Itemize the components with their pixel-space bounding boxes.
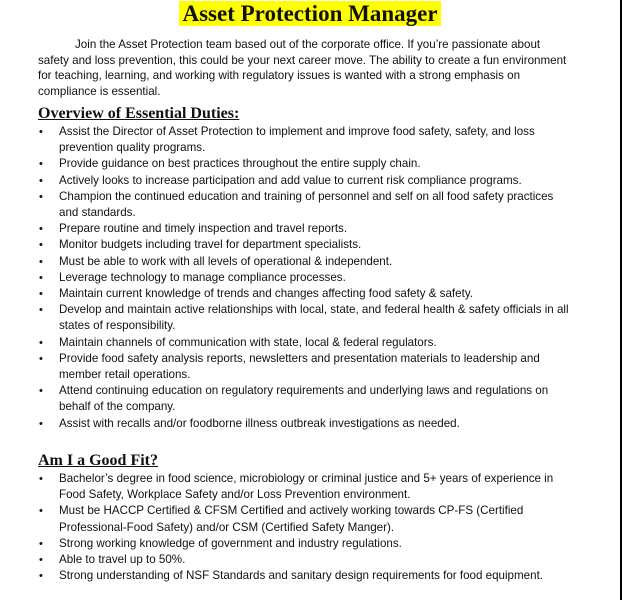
list-item-text: Assist with recalls and/or foodborne illness outbreak investigations as needed. [59, 416, 460, 430]
list-item-text: Maintain channels of communication with state, local & federal regulators. [59, 335, 437, 349]
bullet-icon: • [39, 352, 43, 365]
list-item [0, 471, 580, 503]
fit-heading: Am I a Good Fit? [38, 452, 158, 469]
bullet-icon: • [39, 223, 43, 236]
bullet-icon: • [39, 174, 43, 187]
list-item-text: Monitor budgets including travel for department specialists. [59, 238, 362, 252]
bullet-icon: • [39, 505, 43, 518]
list-item [0, 156, 580, 172]
title-wrap [0, 0, 620, 26]
list-item [0, 351, 580, 383]
list-item [0, 383, 580, 415]
list-item [0, 173, 580, 189]
list-item-text: Must be able to work with all levels of operational & independent. [59, 254, 393, 268]
bullet-icon: • [39, 570, 43, 583]
list-item [0, 536, 580, 552]
list-item [0, 552, 580, 568]
bullet-icon: • [39, 336, 43, 349]
bullet-icon: • [39, 158, 43, 171]
bullet-icon: • [39, 304, 43, 317]
bullet-icon: • [39, 288, 43, 301]
list-item [0, 286, 580, 302]
bullet-icon: • [39, 554, 43, 567]
duties-heading: Overview of Essential Duties: [38, 105, 240, 122]
list-item [0, 189, 580, 221]
list-item [0, 568, 580, 584]
list-item [0, 302, 580, 334]
list-item-text: Must be HACCP Certified & CFSM Certified and actively working towards CP-FS (Certified Professional-Food Safety) and/or CSM (Certified Safety Manger). [59, 504, 524, 534]
list-item-text: Actively looks to increase participation and add value to current risk compliance programs. [59, 173, 522, 187]
list-item-text: Bachelor’s degree in food science, microbiology or criminal justice and 5+ years of experience in Food Safety, Workplace Safety and/or Loss Prevention environment. [59, 472, 554, 502]
bullet-icon: • [39, 126, 43, 138]
bullet-icon: • [39, 417, 43, 430]
list-item-text: Attend continuing education on regulatory requirements and underlying laws and regulations on behalf of the company. [59, 384, 549, 414]
list-item-text: Strong working knowledge of government and industry regulations. [59, 536, 402, 550]
list-item [0, 254, 580, 270]
list-item-text: Assist the Director of Asset Protection to implement and improve food safety, safety, and loss prevention quality programs. [59, 125, 535, 155]
list-item [0, 237, 580, 253]
list-item [0, 124, 580, 156]
list-item-text: Provide guidance on best practices throughout the entire supply chain. [59, 157, 421, 171]
list-item-text: Provide food safety analysis reports, newsletters and presentation materials to leadership and member retail operations. [59, 351, 540, 382]
intro-paragraph: Join the Asset Protection team based out of the corporate office. If you’re passionate about safety and loss prevention, this could be your next career move. The ability to create a fun environment for teaching, learning, and working with regulatory issues is wanted with a strong emphasis on compliance is essential. [38, 38, 567, 98]
list-item [0, 335, 580, 351]
list-item [0, 221, 580, 237]
page-title: Asset Protection Manager [179, 1, 440, 26]
list-item [0, 416, 580, 432]
bullet-icon: • [39, 385, 43, 398]
fit-list [0, 471, 580, 584]
bullet-icon: • [39, 239, 43, 252]
duties-list [0, 124, 580, 432]
list-item-text: Develop and maintain active relationships with local, state, and federal health & safety officials in all states of responsibility. [59, 303, 569, 333]
bullet-icon: • [39, 271, 43, 284]
list-item [0, 503, 580, 535]
list-item-text: Prepare routine and timely inspection and travel reports. [59, 222, 348, 236]
list-item-text: Maintain current knowledge of trends and changes affecting food safety & safety. [59, 287, 473, 301]
list-item-text: Champion the continued education and training of personnel and self on all food safety practices and standards. [59, 189, 554, 220]
list-item-text: Leverage technology to manage compliance processes. [59, 270, 346, 284]
bullet-icon: • [39, 190, 43, 203]
bullet-icon: • [39, 255, 43, 268]
list-item-text: Able to travel up to 50%. [59, 553, 186, 567]
list-item-text: Strong understanding of NSF Standards and sanitary design requirements for food equipment. [59, 569, 544, 583]
list-item [0, 270, 580, 286]
bullet-icon: • [39, 473, 43, 485]
bullet-icon: • [39, 537, 43, 550]
